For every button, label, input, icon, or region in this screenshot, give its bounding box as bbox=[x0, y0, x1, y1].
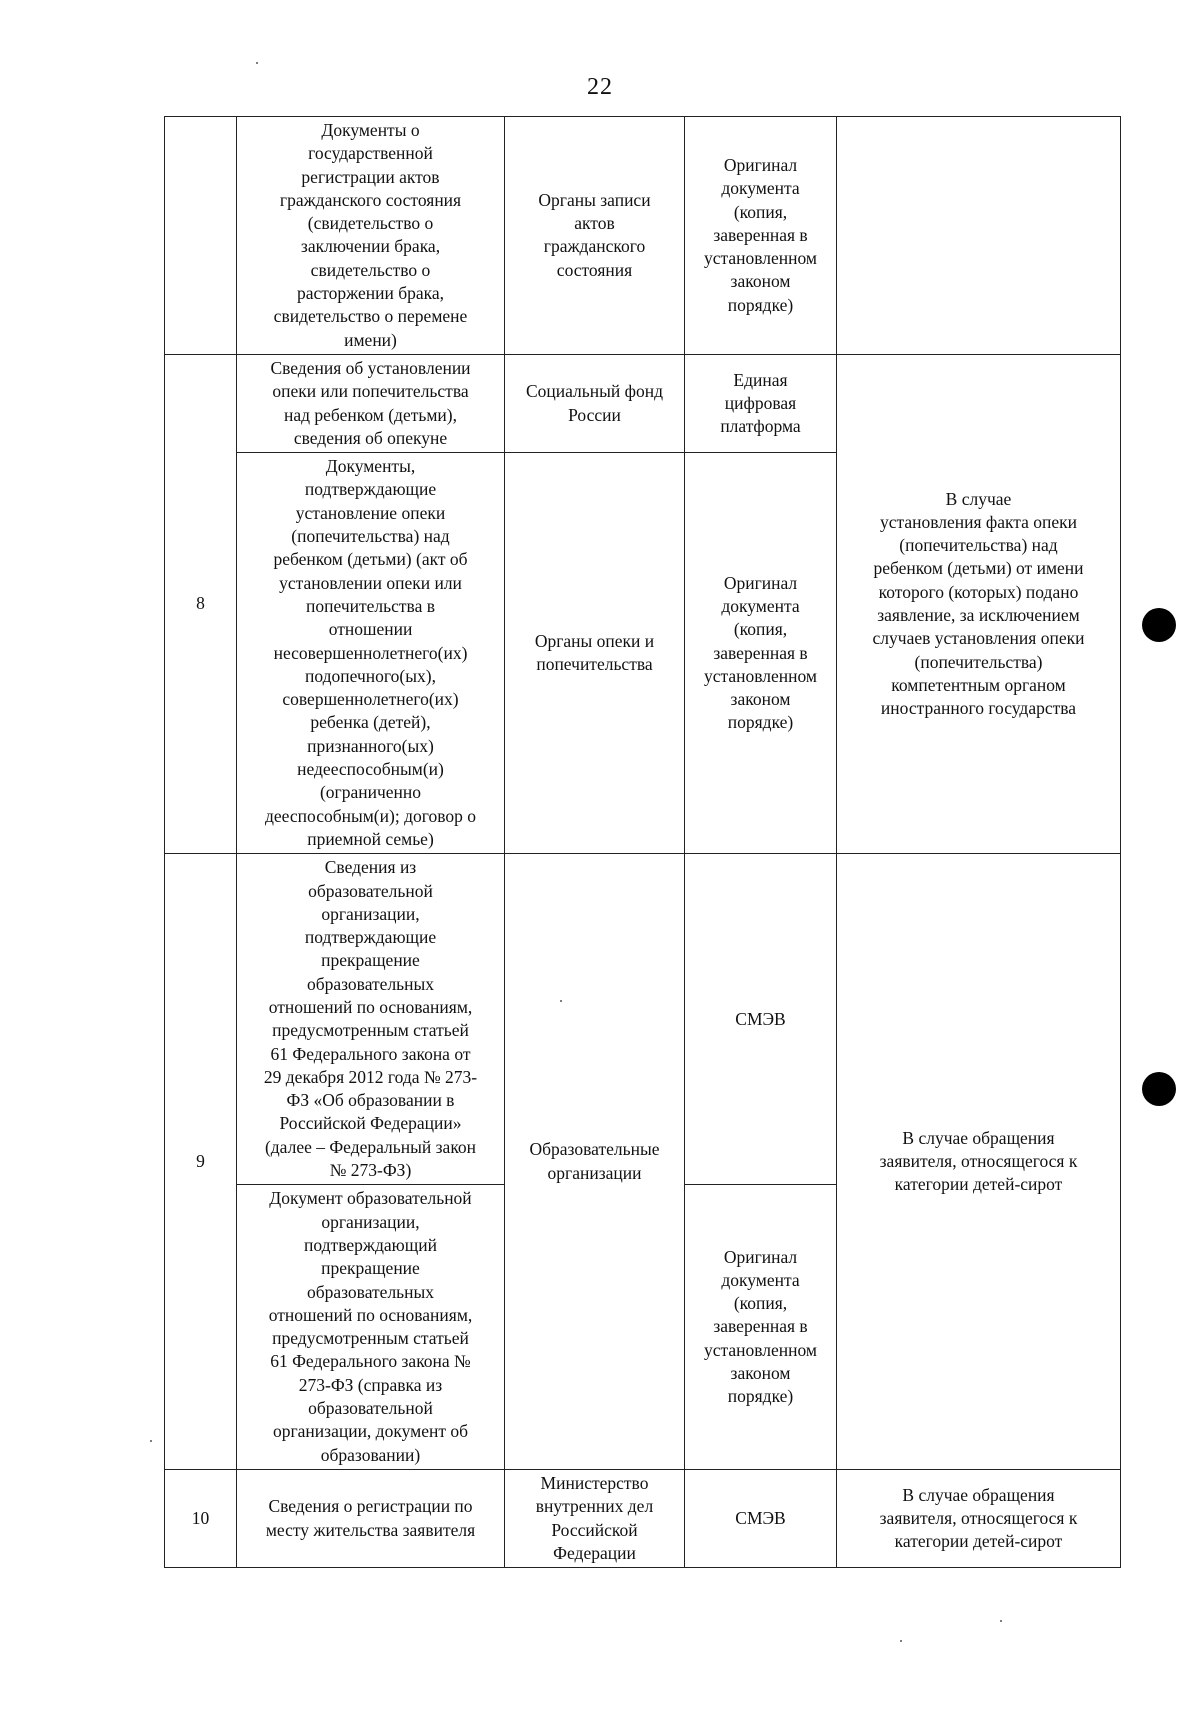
document-form: Оригинал документа (копия, заверенная в установленном законом порядке) bbox=[703, 154, 817, 315]
table-row bbox=[165, 354, 1121, 452]
row-number-cell bbox=[165, 354, 237, 853]
source-cell bbox=[505, 354, 685, 452]
row-number: 9 bbox=[196, 1150, 205, 1171]
form-cell bbox=[685, 1469, 837, 1567]
row-number: 10 bbox=[191, 1507, 210, 1528]
document-cell bbox=[237, 854, 505, 1185]
document-cell bbox=[237, 453, 505, 854]
document-cell bbox=[237, 354, 505, 452]
form-cell bbox=[685, 354, 837, 452]
document-form: Оригинал документа (копия, заверенная в установленном законом порядке) bbox=[703, 1246, 817, 1407]
documents-table bbox=[164, 116, 1121, 1568]
table-row bbox=[165, 117, 1121, 355]
document-cell bbox=[237, 117, 505, 355]
document-name: Документы о государственной регистрации актов гражданского состояния (свидетельство о заключении брака, свидетельство о расторжении брака, свидетельство о перемене имени) bbox=[273, 120, 468, 350]
document-form: СМЭВ bbox=[735, 1507, 786, 1528]
source-cell bbox=[505, 854, 685, 1470]
source-org: Образовательные организации bbox=[529, 1139, 660, 1183]
document-name: Сведения об установлении опеки или попечительства над ребенком (детьми), сведения об опекуне bbox=[270, 357, 471, 448]
condition-cell bbox=[837, 354, 1121, 853]
form-cell bbox=[685, 117, 837, 355]
table-row bbox=[165, 854, 1121, 1185]
document-cell bbox=[237, 1185, 505, 1470]
table-row bbox=[165, 1469, 1121, 1567]
document-name: Документ образовательной организации, подтверждающий прекращение образовательных отношений по основаниям, предусмотренным статьей 61 Федерального закона № 273-ФЗ (справка из образовательной организации, документ об образовании) bbox=[268, 1188, 473, 1465]
scan-speck bbox=[1000, 1620, 1002, 1622]
document-form: Единая цифровая платформа bbox=[720, 369, 801, 437]
punch-hole bbox=[1142, 1072, 1176, 1106]
source-cell bbox=[505, 453, 685, 854]
source-org: Органы опеки и попечительства bbox=[534, 630, 655, 675]
document-name: Сведения о регистрации по месту жительства заявителя bbox=[265, 1496, 476, 1540]
source-org: Министерство внутренних дел Российской Федерации bbox=[535, 1472, 654, 1563]
condition-cell bbox=[837, 1469, 1121, 1567]
form-cell bbox=[685, 854, 837, 1185]
condition-cell bbox=[837, 854, 1121, 1470]
form-cell bbox=[685, 453, 837, 854]
document-name: Документы, подтверждающие установление опеки (попечительства) над ребенком (детьми) (акт об установлении опеки или попечительства в отношении несовершеннолетнего(их) подопечного(ых), совершеннолетнего(их) ребенка (детей), признанного(ых) недееспособным(и) (ограниченно дееспособным(и); договор о приемной семье) bbox=[265, 456, 476, 849]
punch-hole bbox=[1142, 608, 1176, 642]
scan-speck bbox=[256, 62, 258, 64]
source-cell bbox=[505, 1469, 685, 1567]
row-number-cell bbox=[165, 117, 237, 355]
row-number: 8 bbox=[196, 593, 205, 614]
condition: В случае обращения заявителя, относящегося к категории детей-сирот bbox=[879, 1127, 1078, 1195]
row-number-cell bbox=[165, 854, 237, 1470]
condition-cell bbox=[837, 117, 1121, 355]
source-cell bbox=[505, 117, 685, 355]
scan-speck bbox=[560, 1000, 562, 1002]
document-form: Оригинал документа (копия, заверенная в установленном законом порядке) bbox=[703, 572, 817, 733]
form-cell bbox=[685, 1185, 837, 1470]
document-name: Сведения из образовательной организации, подтверждающие прекращение образовательных отношений по основаниям, предусмотренным статьей 61 Федерального закона от 29 декабря 2012 года № 273- ФЗ «Об образовании в Российской Федерации» (далее – Федеральный закон № 273-ФЗ) bbox=[263, 857, 478, 1181]
row-number-cell bbox=[165, 1469, 237, 1567]
scan-speck bbox=[900, 1640, 902, 1642]
condition: В случае установления факта опеки (попечительства) над ребенком (детьми) от имени которого (которых) подано заявление, за исключением случаев установления опеки (попечительства) компетентным органом иностранного государства bbox=[872, 488, 1085, 719]
condition: В случае обращения заявителя, относящегося к категории детей-сирот bbox=[879, 1484, 1078, 1552]
source-org: Социальный фонд России bbox=[525, 381, 663, 425]
document-cell bbox=[237, 1469, 505, 1567]
document-form: СМЭВ bbox=[735, 1008, 786, 1029]
scan-speck bbox=[150, 1440, 152, 1442]
source-org: Органы записи актов гражданского состояния bbox=[538, 189, 651, 280]
page-number: 22 bbox=[587, 74, 613, 100]
